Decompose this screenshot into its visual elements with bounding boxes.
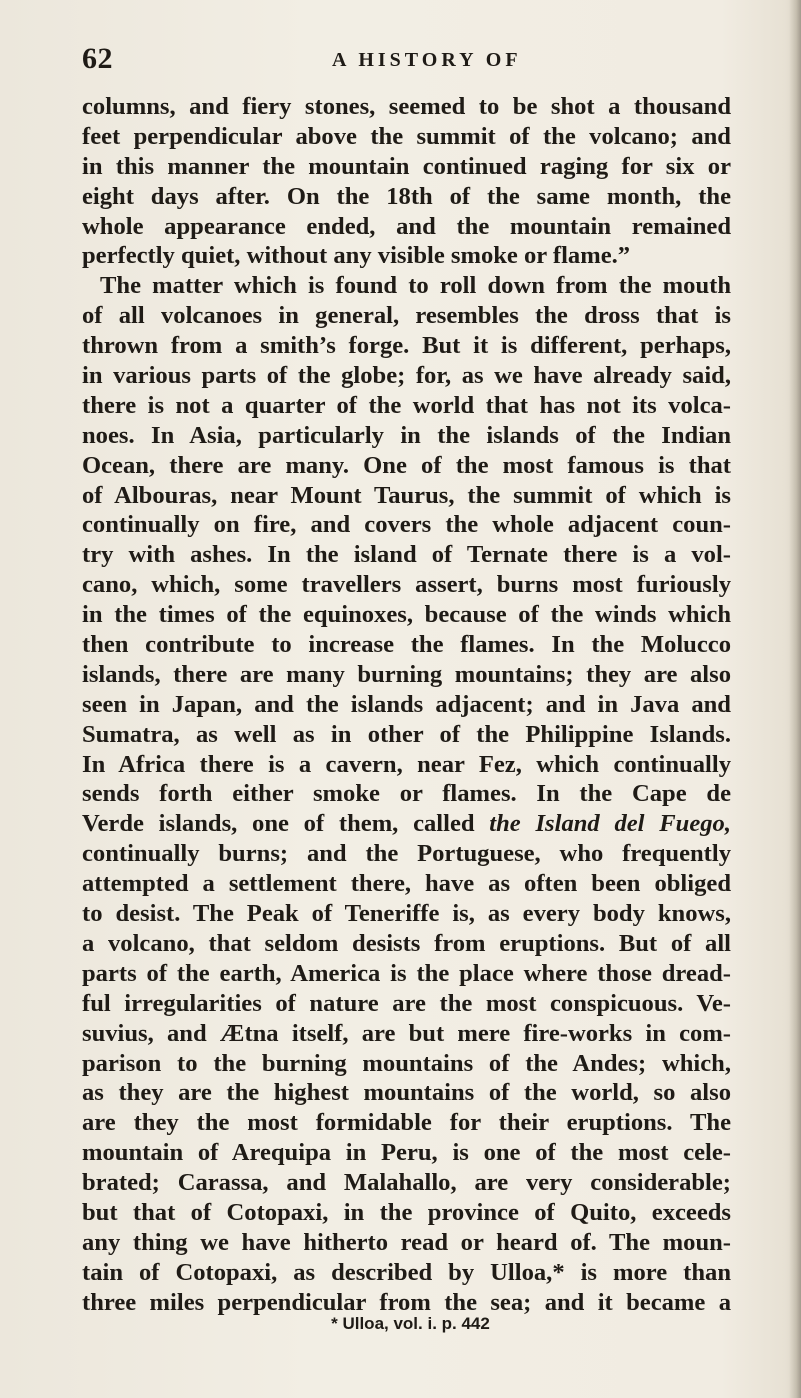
text-line: perfectly quiet, without any visible smoke or flame.” xyxy=(82,242,631,270)
text-line: columns, and fiery stones, seemed to be shot a thousand xyxy=(82,93,731,120)
text-line: thrown from a smith’s forge. But it is different, perhaps, xyxy=(82,332,731,360)
text-line: in various parts of the globe; for, as we have already said, xyxy=(82,362,731,390)
page-number: 62 xyxy=(82,42,113,75)
text-line: seen in Japan, and the islands adjacent; and in Java and xyxy=(82,690,731,718)
text-line: are they the most formidable for their eruptions. The xyxy=(82,1109,731,1137)
running-title: A HISTORY OF xyxy=(332,49,522,71)
text-line: The matter which is found to roll down from the mouth xyxy=(100,272,731,300)
text-line: parison to the burning mountains of the Andes; which, xyxy=(82,1049,731,1077)
text-line: continually burns; and the Portuguese, who frequently xyxy=(82,840,731,868)
text-line: of Albouras, near Mount Taurus, the summit of which is xyxy=(82,481,731,509)
italic-place-name: the Island del Fuego, xyxy=(489,810,731,838)
text-line: three miles perpendicular from the sea; and it became a xyxy=(82,1288,731,1316)
text-line: parts of the earth, America is the place where those dread- xyxy=(82,959,731,987)
footnote: * Ulloa, vol. i. p. 442 xyxy=(331,1314,490,1333)
text-line: ful irregularities of nature are the most conspicuous. Ve- xyxy=(82,989,731,1017)
text-line: attempted a settlement there, have as often been obliged xyxy=(82,870,731,898)
text-line: feet perpendicular above the summit of the volcano; and xyxy=(82,122,731,150)
text-line-with-italic xyxy=(82,809,731,839)
text-line: in this manner the mountain continued raging for six or xyxy=(82,152,731,180)
text-line: whole appearance ended, and the mountain remained xyxy=(82,212,731,240)
text-line: then contribute to increase the flames. In the Molucco xyxy=(82,631,731,659)
text-line: but that of Cotopaxi, in the province of Quito, exceeds xyxy=(82,1198,731,1226)
text-line: as they are the highest mountains of the world, so also xyxy=(82,1079,731,1107)
text-line: noes. In Asia, particularly in the islands of the Indian xyxy=(82,421,731,449)
text-line: any thing we have hitherto read or heard of. The moun- xyxy=(82,1228,731,1256)
text-line: of all volcanoes in general, resembles the dross that is xyxy=(82,302,731,330)
body-text xyxy=(82,92,731,1318)
text-line: brated; Carassa, and Malahallo, are very considerable; xyxy=(82,1169,731,1197)
text-line: suvius, and Ætna itself, are but mere fire-works in com- xyxy=(82,1019,731,1047)
text-line: eight days after. On the 18th of the same month, the xyxy=(82,182,731,210)
text-line: there is not a quarter of the world that has not its volca- xyxy=(82,391,731,419)
text-line: continually on fire, and covers the whole adjacent coun- xyxy=(82,511,731,539)
text-line: islands, there are many burning mountains; they are also xyxy=(82,660,731,688)
text-line: Sumatra, as well as in other of the Philippine Islands. xyxy=(82,720,731,748)
text-line: to desist. The Peak of Teneriffe is, as every body knows, xyxy=(82,900,731,928)
text-line: in the times of the equinoxes, because of the winds which xyxy=(82,601,731,629)
text-line: cano, which, some travellers assert, burns most furiously xyxy=(82,571,731,599)
running-head xyxy=(82,36,732,76)
text-line: sends forth either smoke or flames. In the Cape de xyxy=(82,780,731,808)
text-line: tain of Cotopaxi, as described by Ulloa,* is more than xyxy=(82,1258,731,1286)
text-line: In Africa there is a cavern, near Fez, which continually xyxy=(82,750,731,778)
page-edge-shadow xyxy=(789,0,801,1398)
text-line: a volcano, that seldom desists from eruptions. But of all xyxy=(82,929,731,957)
text-line: Ocean, there are many. One of the most famous is that xyxy=(82,451,731,479)
text-line: try with ashes. In the island of Ternate there is a vol- xyxy=(82,541,731,569)
text-line: mountain of Arequipa in Peru, is one of the most cele- xyxy=(82,1139,731,1167)
text-line-part: Verde islands, one of them, called xyxy=(82,810,490,838)
